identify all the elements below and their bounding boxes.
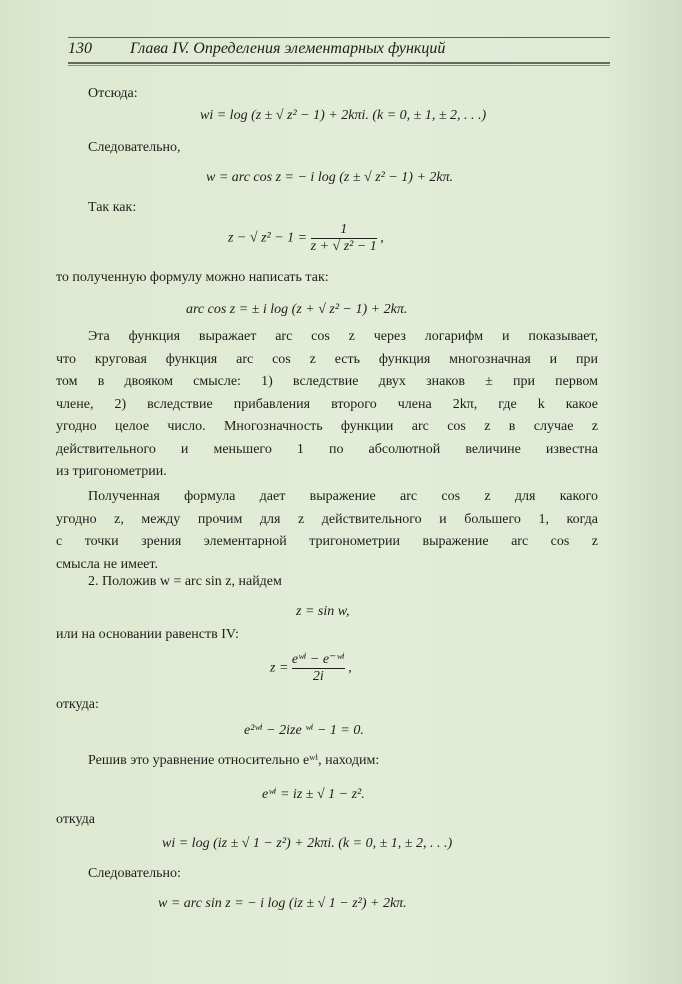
equation-fraction bbox=[270, 652, 352, 685]
paragraph-line: Полученная формула дает выражение arc cos z для какого bbox=[88, 489, 598, 504]
equation-tail: , bbox=[348, 660, 352, 676]
equation: arc cos z = ± i log (z + √ z² − 1) + 2kπ. bbox=[186, 302, 408, 317]
equation-fraction bbox=[228, 222, 384, 255]
equation-left: z − √ z² − 1 = bbox=[228, 230, 308, 246]
equation: w = arc cos z = − i log (z ± √ z² − 1) + 2kπ. bbox=[206, 170, 454, 185]
equation: wi = log (iz ± √ 1 − z²) + 2kπi. (k = 0, ± 1, ± 2, . . .) bbox=[162, 836, 453, 851]
paragraph-line: том в двояком смысле: 1) вследствие двух знаков ± при первом bbox=[56, 374, 598, 389]
equation-left: z = bbox=[270, 660, 289, 676]
text-line: Так как: bbox=[88, 200, 137, 215]
paragraph-line: члене, 2) вследствие прибавления второго члена 2kπ, где k какое bbox=[56, 396, 598, 412]
equation-tail: , bbox=[380, 230, 384, 246]
text-line: Решив это уравнение относительно eʷⁱ, находим: bbox=[88, 753, 380, 768]
text-line: откуда: bbox=[56, 697, 99, 712]
header-rule-bottom-thin bbox=[68, 65, 610, 66]
page-number: 130 bbox=[68, 40, 92, 57]
paragraph-line: угодно z, между прочим для z действительного и большего 1, когда bbox=[56, 511, 598, 527]
paragraph-line: угодно целое число. Многозначность функции arc cos z в случае z bbox=[56, 419, 598, 434]
running-header bbox=[68, 40, 610, 58]
chapter-title: Глава IV. Определения элементарных функций bbox=[130, 40, 446, 57]
fraction bbox=[311, 222, 377, 255]
text-line: Отсюда: bbox=[88, 86, 138, 101]
paragraph-line: Эта функция выражает arc cos z через логарифм и показывает, bbox=[88, 329, 598, 344]
text-line: то полученную формулу можно написать так: bbox=[56, 270, 329, 285]
paragraph-line: смысла не имеет. bbox=[56, 556, 158, 572]
equation: w = arc sin z = − i log (iz ± √ 1 − z²) + 2kπ. bbox=[158, 896, 407, 911]
paragraph-line: что круговая функция arc cos z есть функция многозначная и при bbox=[56, 351, 598, 367]
text-line: 2. Положив w = arc sin z, найдем bbox=[88, 574, 282, 589]
text-line: Следовательно: bbox=[88, 866, 181, 881]
paragraph-line: из тригонометрии. bbox=[56, 464, 167, 479]
paragraph bbox=[56, 326, 598, 484]
text-line: или на основании равенств IV: bbox=[56, 627, 239, 642]
text-line: Следовательно, bbox=[88, 140, 181, 155]
paragraph bbox=[56, 486, 598, 576]
equation: e²ʷⁱ − 2ize ʷⁱ − 1 = 0. bbox=[244, 723, 364, 738]
numerator: eʷⁱ − e⁻ʷⁱ bbox=[291, 652, 345, 667]
fraction bbox=[292, 652, 345, 685]
equation: eʷⁱ = iz ± √ 1 − z². bbox=[262, 787, 365, 802]
paragraph-line: действительного и меньшего 1 по абсолютной величине известна bbox=[56, 441, 598, 457]
denominator: 2i bbox=[292, 668, 345, 685]
numerator: 1 bbox=[340, 222, 348, 237]
header-rule-bottom bbox=[68, 62, 610, 64]
equation: z = sin w, bbox=[296, 604, 350, 619]
paragraph-line: с точки зрения элементарной тригонометрии выражение arc cos z bbox=[56, 534, 598, 549]
header-rule-top bbox=[68, 37, 610, 38]
denominator: z + √ z² − 1 bbox=[310, 239, 377, 254]
text-line: откуда bbox=[56, 812, 95, 827]
equation: wi = log (z ± √ z² − 1) + 2kπi. (k = 0, ± 1, ± 2, . . .) bbox=[200, 108, 487, 123]
